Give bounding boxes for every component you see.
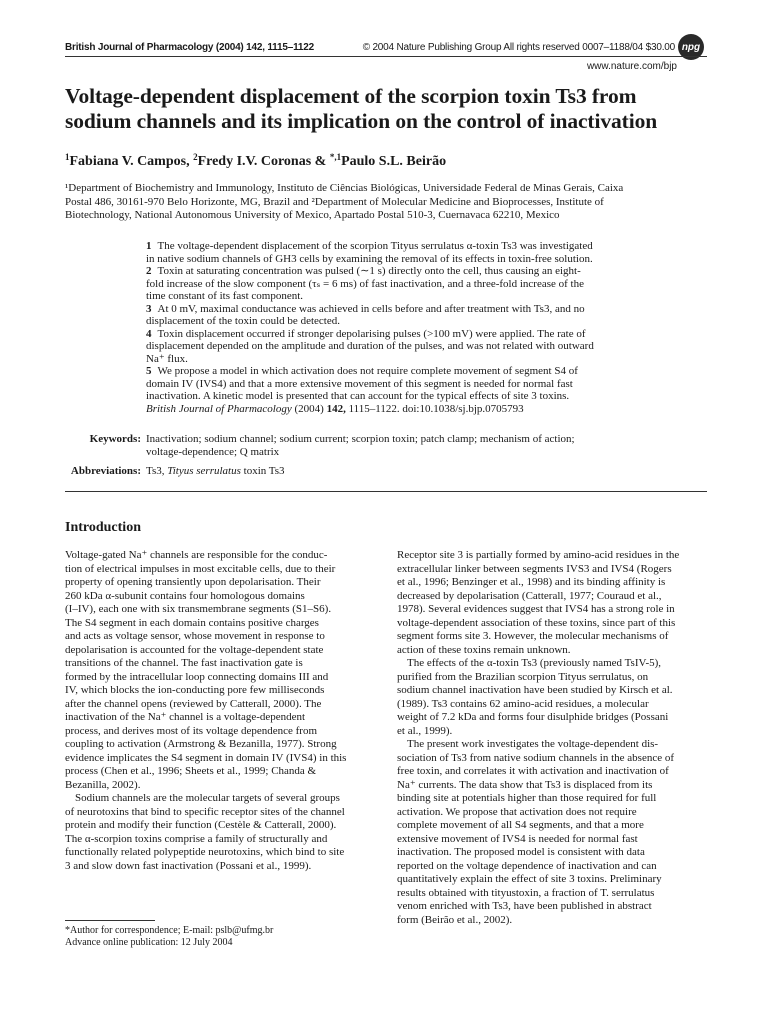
abstract-point-5: 5 We propose a model in which activation does not require complete movement of segment S4 of <box>146 365 578 377</box>
body-text-line: Voltage-gated Na⁺ channels are responsible for the conduc- <box>65 549 328 561</box>
body-text-line: segment forms site 3. However, the molecular mechanisms of <box>397 630 669 642</box>
body-text-line: et al., 1999). <box>397 724 453 737</box>
body-text-line: 1978). Several evidences suggest that IVS4 has a strong role in <box>397 603 675 615</box>
keywords-line: Inactivation; sodium channel; sodium current; scorpion toxin; patch clamp; mechanism of action; <box>146 433 575 445</box>
body-text-line: sodium channel inactivation have been studied by Kirsch et al. <box>397 684 673 696</box>
body-text-line: Receptor site 3 is partially formed by amino-acid residues in the <box>397 549 680 561</box>
header-divider <box>65 56 707 57</box>
journal-reference: British Journal of Pharmacology (2004) 142, 1115–1122 <box>65 42 314 53</box>
body-column-left <box>65 549 375 873</box>
body-text-line: form (Beirão et al., 2002). <box>397 913 513 926</box>
body-text-line: IV, which blocks the ion-conducting pore few milliseconds <box>65 684 325 696</box>
body-text-line: decreased by depolarisation (Catterall, 1977; Couraud et al., <box>397 589 662 602</box>
abstract-line: time constant of its fast component. <box>146 290 304 302</box>
abstract-point-1: 1 The voltage-dependent displacement of the scorpion Tityus serrulatus α-toxin Ts3 was investigated <box>146 240 593 252</box>
body-text-line: The present work investigates the voltage-dependent dis- <box>407 738 659 750</box>
keywords-label: Keywords: <box>89 433 141 445</box>
body-text-line: action of these toxins remain unknown. <box>397 643 571 656</box>
running-header <box>65 40 677 56</box>
body-text-line: (I–IV), each one with six transmembrane segments (S1–S6). <box>65 603 332 615</box>
abbreviations-label: Abbreviations: <box>70 465 141 477</box>
body-text-line: Bezanilla, 2002). <box>65 778 141 791</box>
abstract-line: in native sodium channels of GH3 cells by examining the removal of its effects in toxin-free solution. <box>146 252 593 265</box>
abstract-line: displacement of the toxin could be detected. <box>146 315 340 327</box>
section-divider <box>65 491 707 492</box>
abstract-line: fold increase of the slow component (τₛ = 6 ms) of fast inactivation, and a three-fold increase of the <box>146 277 584 290</box>
body-text-line: process, and derives most of its voltage dependence from <box>65 724 318 737</box>
body-text-line: formed by the intracellular loop connecting domains III and <box>65 670 329 683</box>
body-text-line: (1989). Ts3 contains 62 amino-acid residues, a molecular <box>397 697 649 710</box>
author-name: Fredy I.V. Coronas & <box>197 154 330 169</box>
affiliations <box>65 182 710 223</box>
title-line: Voltage-dependent displacement of the scorpion toxin Ts3 from <box>65 84 637 108</box>
body-text-line: The α-scorpion toxins comprise a family of structurally and <box>65 832 328 845</box>
abbreviations-text: Ts3, Tityus serrulatus toxin Ts3 <box>146 465 285 477</box>
body-text-line: binding site at potentials higher than those required for full <box>397 792 657 804</box>
body-column-right <box>397 549 707 927</box>
article-title <box>65 84 715 134</box>
body-text-line: results obtained with tityustoxin, a fraction of T. serrulatus <box>397 886 655 899</box>
affiliation-marker: 2 <box>193 152 198 162</box>
keywords-line: voltage-dependence; Q matrix <box>146 445 280 458</box>
affiliation-line: Postal 486, 30161-970 Belo Horizonte, MG, Brazil and ²Department of Molecular Medicine and Bioprocesses, Institute of <box>65 195 604 208</box>
footnote-divider <box>65 920 155 921</box>
body-text-line: after the channel opens (reviewed by Catterall, 2000). The <box>65 697 322 710</box>
body-text-line: depolarisation is accounted for the voltage-dependent state <box>65 643 324 656</box>
abstract-line: inactivation. A kinetic model is presented that can account for the typical effects of site 3 toxins. <box>146 390 570 402</box>
body-text-line: evidence implicates the S4 segment in domain IV (IVS4) in this <box>65 751 347 764</box>
body-text-line: reported on the voltage dependence of inactivation and can <box>397 859 657 872</box>
body-text-line: The S4 segment in each domain contains positive charges <box>65 616 319 629</box>
body-text-line: extracellular linker between segments IVS3 and IVS4 (Rogers <box>397 562 672 575</box>
affiliation-marker: 1 <box>65 152 70 162</box>
abstract-line: displacement depended on the amplitude and duration of the pulses, and was not related with outward <box>146 340 594 352</box>
body-text-line: and acts as voltage sensor, whose movement in response to <box>65 630 325 642</box>
body-text-line: complete movement of all S4 segments, and that a more <box>397 819 644 831</box>
abstract-line: Na⁺ flux. <box>146 352 188 365</box>
body-text-line: functionally related polypeptide neurotoxins, which bind to site <box>65 846 345 858</box>
author-name: Fabiana V. Campos, <box>69 154 194 169</box>
body-text-line: 260 kDa α-subunit contains four homologous domains <box>65 589 305 602</box>
correspondence-footnote: *Author for correspondence; E-mail: pslb@ufmg.br <box>65 925 274 936</box>
copyright-notice: © 2004 Nature Publishing Group All rights reserved 0007–1188/04 $30.00 <box>362 42 675 53</box>
body-text-line: free toxin, and correlates it with activation and inactivation of <box>397 765 669 777</box>
affiliation-marker: *,1 <box>329 152 342 162</box>
body-text-line: voltage-dependent association of these toxins, since part of this <box>397 616 676 629</box>
author-list <box>65 152 446 170</box>
affiliation-line: Biotechnology, National Autonomous University of Mexico, Apartado Postal 510-3, Cuernavaca 62210, Mexico <box>65 209 560 222</box>
body-text-line: et al., 1996; Benzinger et al., 1998) and its binding affinity is <box>397 576 666 588</box>
body-text-line: venom enriched with Ts3, have been published in abstract <box>397 900 652 912</box>
npg-logo-icon: npg <box>678 34 704 60</box>
advance-publication-note: Advance online publication: 12 July 2004 <box>65 937 233 948</box>
footnotes <box>65 925 273 949</box>
body-text-line: purified from the Brazilian scorpion Tityus serrulatus, on <box>397 670 649 683</box>
body-text-line: The effects of the α-toxin Ts3 (previously named TsIV-5), <box>407 657 662 669</box>
body-text-line: process (Chen et al., 1996; Sheets et al., 1999; Chanda & <box>65 765 317 777</box>
affiliation-line: ¹Department of Biochemistry and Immunology, Instituto de Ciências Biológicas, Universidade Federal de Minas Gerais, Caixa <box>65 182 624 194</box>
abstract-point-2: 2 Toxin at saturating concentration was pulsed (∼1 s) directly onto the cell, thus causing an eight- <box>146 265 581 277</box>
body-text-line: activation. We propose that activation does not require <box>397 805 637 818</box>
body-text-line: transitions of the channel. The fast inactivation gate is <box>65 657 303 669</box>
abstract-point-4: 4 Toxin displacement occurred if stronger depolarising pulses (>100 mV) were applied. The rate of <box>146 327 586 340</box>
body-text-line: Sodium channels are the molecular targets of several groups <box>75 792 340 804</box>
body-text-line: 3 and slow down fast inactivation (Possani et al., 1999). <box>65 859 312 872</box>
body-text-line: extensive movement of IVS4 is needed for normal fast <box>397 832 638 845</box>
body-text-line: inactivation. The proposed model is consistent with data <box>397 846 645 858</box>
body-text-line: sociation of Ts3 from native sodium channels in the absence of <box>397 751 675 764</box>
body-text-line: coupling to activation (Armstrong & Bezanilla, 1977). Strong <box>65 738 337 750</box>
abstract-line: domain IV (IVS4) and that a more extensive movement of this segment is needed for normal fast <box>146 377 573 390</box>
introduction-heading: Introduction <box>65 520 141 535</box>
body-text-line: inactivation of the Na⁺ channel is a voltage-dependent <box>65 711 306 723</box>
author-name: Paulo S.L. Beirão <box>341 154 447 169</box>
body-text-line: quantitatively explain the effect of site 3 toxins. Preliminary <box>397 873 662 885</box>
abstract-point-3: 3 At 0 mV, maximal conductance was achieved in cells before and after treatment with Ts3, and no <box>146 302 585 315</box>
body-text-line: weight of 7.2 kDa and forms four disulphide bridges (Possani <box>397 711 669 723</box>
body-text-line: of neurotoxins that bind to specific receptor sites of the channel <box>65 805 345 818</box>
body-text-line: Na⁺ currents. The data show that Ts3 is displaced from its <box>397 778 653 791</box>
citation: British Journal of Pharmacology (2004) 142, 1115–1122. doi:10.1038/sj.bjp.0705793 <box>146 402 524 415</box>
journal-website-link[interactable]: www.nature.com/bjp <box>586 61 677 72</box>
body-text-line: property of opening transiently upon depolarisation. Their <box>65 576 321 588</box>
abstract <box>146 240 706 415</box>
title-line: sodium channels and its implication on the control of inactivation <box>65 109 658 133</box>
body-text-line: tion of electrical impulses in most excitable cells, due to their <box>65 562 336 575</box>
body-text-line: protein and modify their function (Cestèle & Catterall, 2000). <box>65 819 337 831</box>
